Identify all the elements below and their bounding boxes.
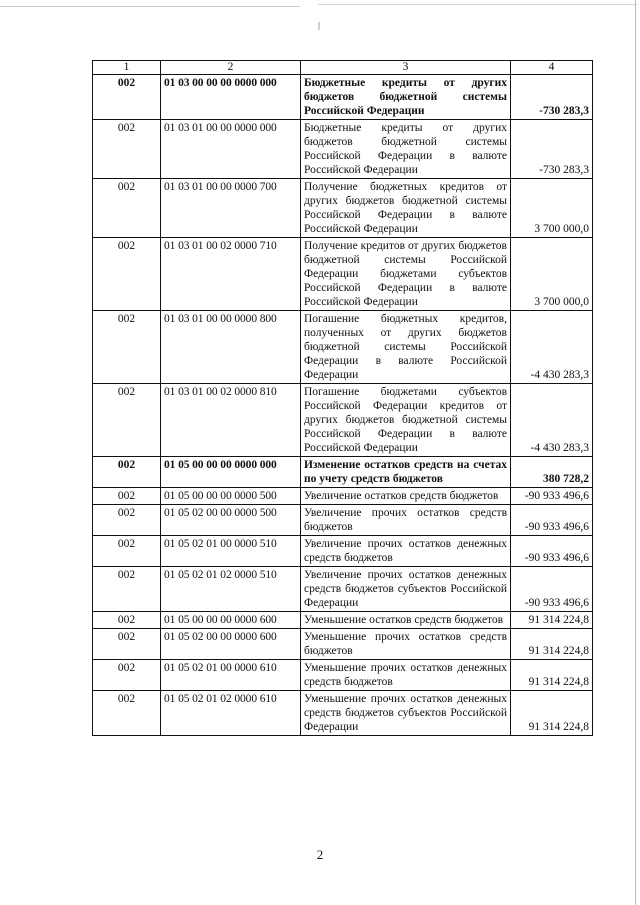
budget-code-cell: 01 05 02 01 02 0000 510	[161, 567, 301, 612]
description-cell: Увеличение прочих остатков денежных средств бюджетов субъектов Российской Федерации	[301, 567, 511, 612]
amount-cell: -730 283,3	[511, 75, 593, 120]
admin-code-cell: 002	[93, 120, 161, 179]
table-row	[93, 488, 593, 505]
column-header-3: 3	[301, 61, 511, 75]
table-row	[93, 691, 593, 736]
page-number: 2	[316, 847, 324, 862]
table-row	[93, 612, 593, 629]
table-row	[93, 536, 593, 567]
description-cell: Уменьшение прочих остатков денежных средств бюджетов	[301, 660, 511, 691]
amount-cell: -90 933 496,6	[511, 488, 593, 505]
admin-code-cell: 002	[93, 691, 161, 736]
page-edge	[635, 0, 636, 905]
amount-cell: -4 430 283,3	[511, 384, 593, 457]
admin-code-cell: 002	[93, 536, 161, 567]
scan-artifact-line	[0, 6, 300, 7]
description-cell: Уменьшение прочих остатков денежных средств бюджетов субъектов Российской Федерации	[301, 691, 511, 736]
column-header-1: 1	[93, 61, 161, 75]
description-cell: Изменение остатков средств на счетах по учету средств бюджетов	[301, 457, 511, 488]
budget-code-cell: 01 05 02 01 00 0000 510	[161, 536, 301, 567]
budget-code-cell: 01 05 02 01 00 0000 610	[161, 660, 301, 691]
description-cell: Увеличение прочих остатков денежных средств бюджетов	[301, 536, 511, 567]
amount-cell: -730 283,3	[511, 120, 593, 179]
amount-cell: 3 700 000,0	[511, 179, 593, 238]
description-cell: Получение бюджетных кредитов от других бюджетов бюджетной системы Российской Федерации в валюте Российской Федерации	[301, 179, 511, 238]
budget-code-cell: 01 05 02 00 00 0000 600	[161, 629, 301, 660]
admin-code-cell: 002	[93, 179, 161, 238]
table-header-row	[93, 61, 593, 75]
table-row	[93, 567, 593, 612]
table-body	[93, 75, 593, 736]
amount-cell: 91 314 224,8	[511, 660, 593, 691]
amount-cell: -90 933 496,6	[511, 536, 593, 567]
description-cell: Увеличение остатков средств бюджетов	[301, 488, 511, 505]
budget-code-cell: 01 05 00 00 00 0000 500	[161, 488, 301, 505]
budget-code-cell: 01 03 01 00 00 0000 700	[161, 179, 301, 238]
table-row	[93, 457, 593, 488]
table-row	[93, 629, 593, 660]
description-cell: Уменьшение прочих остатков средств бюджетов	[301, 629, 511, 660]
amount-cell: -4 430 283,3	[511, 311, 593, 384]
table-row	[93, 238, 593, 311]
budget-sources-table	[92, 60, 593, 736]
amount-cell: -90 933 496,6	[511, 505, 593, 536]
admin-code-cell: 002	[93, 75, 161, 120]
budget-code-cell: 01 05 00 00 00 0000 600	[161, 612, 301, 629]
admin-code-cell: 002	[93, 567, 161, 612]
admin-code-cell: 002	[93, 457, 161, 488]
column-header-4: 4	[511, 61, 593, 75]
admin-code-cell: 002	[93, 238, 161, 311]
admin-code-cell: 002	[93, 488, 161, 505]
table-row	[93, 311, 593, 384]
budget-code-cell: 01 05 02 00 00 0000 500	[161, 505, 301, 536]
description-cell: Получение кредитов от других бюджетов бюджетной системы Российской Федерации бюджетами субъектов Российской Федерации в валюте Российской Федерации	[301, 238, 511, 311]
description-cell: Погашение бюджетами субъектов Российской Федерации кредитов от других бюджетов бюджетной системы Российской Федерации в валюте Российской Федерации	[301, 384, 511, 457]
budget-code-cell: 01 05 02 01 02 0000 610	[161, 691, 301, 736]
admin-code-cell: 002	[93, 505, 161, 536]
description-cell: Бюджетные кредиты от других бюджетов бюджетной системы Российской Федерации	[301, 75, 511, 120]
amount-cell: 3 700 000,0	[511, 238, 593, 311]
description-cell: Увеличение прочих остатков средств бюджетов	[301, 505, 511, 536]
description-cell: Бюджетные кредиты от других бюджетов бюджетной системы Российской Федерации в валюте Российской Федерации	[301, 120, 511, 179]
admin-code-cell: 002	[93, 629, 161, 660]
table-row	[93, 75, 593, 120]
budget-code-cell: 01 03 01 00 02 0000 710	[161, 238, 301, 311]
budget-code-cell: 01 03 00 00 00 0000 000	[161, 75, 301, 120]
table-row	[93, 505, 593, 536]
table-row	[93, 120, 593, 179]
amount-cell: 380 728,2	[511, 457, 593, 488]
admin-code-cell: 002	[93, 660, 161, 691]
table-row	[93, 384, 593, 457]
scan-artifact-mark	[318, 22, 320, 30]
description-cell: Уменьшение остатков средств бюджетов	[301, 612, 511, 629]
table-row	[93, 660, 593, 691]
admin-code-cell: 002	[93, 612, 161, 629]
scan-artifact-line	[318, 4, 638, 5]
admin-code-cell: 002	[93, 311, 161, 384]
table-row	[93, 179, 593, 238]
amount-cell: -90 933 496,6	[511, 567, 593, 612]
amount-cell: 91 314 224,8	[511, 612, 593, 629]
admin-code-cell: 002	[93, 384, 161, 457]
budget-code-cell: 01 03 01 00 02 0000 810	[161, 384, 301, 457]
budget-code-cell: 01 05 00 00 00 0000 000	[161, 457, 301, 488]
budget-code-cell: 01 03 01 00 00 0000 000	[161, 120, 301, 179]
amount-cell: 91 314 224,8	[511, 691, 593, 736]
amount-cell: 91 314 224,8	[511, 629, 593, 660]
column-header-2: 2	[161, 61, 301, 75]
budget-code-cell: 01 03 01 00 00 0000 800	[161, 311, 301, 384]
description-cell: Погашение бюджетных кредитов, полученных от других бюджетов бюджетной системы Российской Федерации в валюте Российской Федерации	[301, 311, 511, 384]
